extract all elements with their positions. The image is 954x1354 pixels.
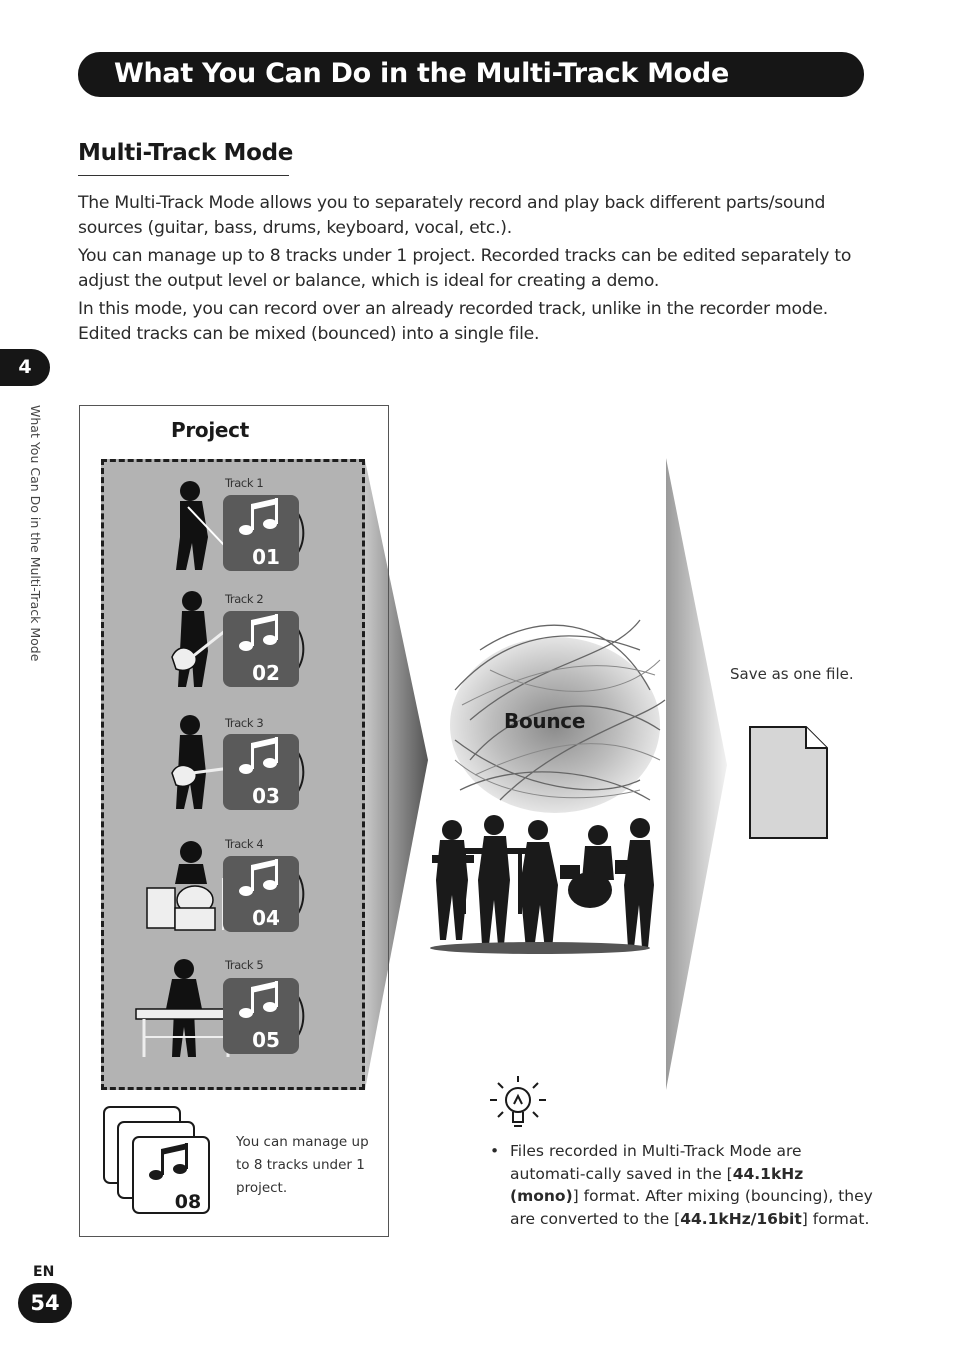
intro-paragraph-3: In this mode, you can record over an already recorded track, unlike in the recorder mode. Edited tracks can be mixed (bounced) into a single file.	[78, 299, 828, 344]
track-stack-icon	[102, 1105, 214, 1217]
tip-format-mono: 44.1kHz (mono)	[510, 1164, 804, 1205]
tip-item	[488, 1140, 873, 1230]
music-note-icon	[222, 855, 314, 933]
intro-paragraph-1: The Multi-Track Mode allows you to separately record and play back different parts/sound sources (guitar, bass, drums, keyboard, vocal, etc.).	[78, 193, 826, 238]
track-label: Track 5	[225, 958, 264, 972]
language-label: EN	[33, 1264, 55, 1280]
running-title: What You Can Do in the Multi-Track Mode	[28, 405, 43, 662]
music-note-icon	[222, 733, 314, 811]
section-heading: Multi-Track Mode	[78, 140, 294, 166]
page-title: What You Can Do in the Multi-Track Mode	[114, 58, 729, 89]
intro-paragraph-2: You can manage up to 8 tracks under 1 project. Recorded tracks can be edited separately to adjust the output level or balance, which is ideal for creating a demo.	[78, 246, 852, 291]
bounce-to-file-arrow	[666, 458, 727, 1090]
bounce-label: Bounce	[504, 709, 586, 733]
tip-format-16bit: 44.1kHz/16bit	[680, 1209, 802, 1228]
page-number: 54	[18, 1283, 72, 1323]
track-label: Track 2	[225, 592, 264, 606]
track-number: 04	[252, 906, 280, 930]
track-number: 05	[252, 1028, 280, 1052]
tip-list	[488, 1140, 873, 1230]
project-label: Project	[171, 418, 249, 442]
track-number: 01	[252, 545, 280, 569]
track-number: 02	[252, 661, 280, 685]
track-label: Track 1	[225, 476, 264, 490]
tip-text-2: ] format. After mixing (bouncing), they are converted to the [	[510, 1187, 873, 1228]
tip-text-3: ] format.	[801, 1209, 870, 1228]
band-silhouette	[430, 815, 654, 954]
tip-text-1: Files recorded in Multi-Track Mode are automati-cally saved in the [	[510, 1142, 802, 1183]
save-note: Save as one file.	[730, 665, 854, 683]
music-note-icon	[222, 977, 314, 1055]
stack-number: 08	[174, 1191, 202, 1213]
track-number: 03	[252, 784, 280, 808]
lightbulb-icon	[490, 1076, 546, 1126]
music-note-icon	[222, 494, 314, 572]
track-label: Track 4	[225, 837, 264, 851]
track-label: Track 3	[225, 716, 264, 730]
chapter-tab: 4	[0, 349, 50, 386]
music-note-icon	[222, 610, 314, 688]
manage-note: You can manage up to 8 tracks under 1 project.	[236, 1134, 369, 1196]
document-icon	[750, 727, 827, 838]
